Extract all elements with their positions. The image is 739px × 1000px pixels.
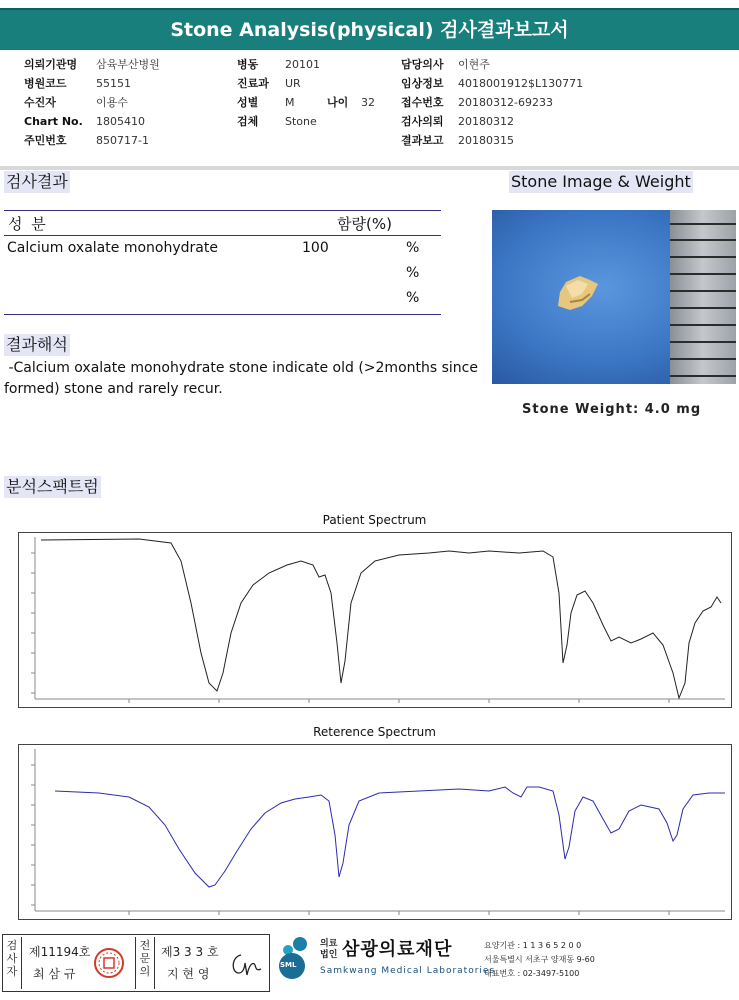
spectrum-title: 분석스팩트럼 [6, 477, 99, 496]
info-label: 결과보고 [401, 134, 444, 147]
info-row [401, 74, 631, 93]
info-label: 의뢰기관명 [24, 58, 78, 71]
info-value: M [285, 96, 295, 109]
info-row [237, 55, 387, 74]
info-column-2 [237, 55, 387, 131]
examiner-label-char: 검 [6, 939, 18, 952]
age-value: 32 [361, 96, 375, 109]
patient-spectrum-chart [18, 532, 732, 708]
info-row [237, 93, 387, 112]
info-value: 1805410 [96, 115, 145, 128]
info-row [24, 74, 224, 93]
specialist-license: 제3 3 3 호 [161, 945, 219, 959]
org-name: 삼광의료재단 [342, 939, 453, 960]
info-label: Chart No. [24, 115, 83, 128]
info-value: 이용수 [96, 96, 128, 109]
info-value: 20101 [285, 58, 320, 71]
component-unit: % [406, 265, 420, 281]
component-unit: % [406, 240, 420, 256]
info-label: 병동 [237, 58, 259, 71]
age-label: 나이 [327, 96, 349, 109]
info-label: 병원코드 [24, 77, 67, 90]
org-code: 요양기관 : 1 1 3 6 5 2 0 0 [484, 941, 582, 950]
info-value: 20180312-69233 [458, 96, 553, 109]
org-phone: 대표번호 : 02-3497-5100 [484, 969, 580, 978]
logo-text: SML [280, 961, 297, 969]
info-label: 성별 [237, 96, 259, 109]
info-row [24, 131, 224, 150]
sml-logo-icon [274, 936, 314, 980]
info-column-3 [401, 55, 631, 150]
component-unit: % [406, 290, 420, 306]
examiner-label-char: 자 [6, 965, 18, 978]
org-prefix [320, 939, 337, 961]
col-component-header: 성 분 [8, 215, 48, 233]
specialist-label-char: 전 [139, 939, 151, 952]
stone-photo [492, 210, 736, 384]
info-label: 수진자 [24, 96, 56, 109]
info-label: 접수번호 [401, 96, 444, 109]
info-value: 55151 [96, 77, 131, 90]
reference-spectrum-chart [18, 744, 732, 920]
examiner-name: 최 삼 규 [33, 967, 76, 981]
info-value: 이현주 [458, 58, 490, 71]
info-label: 담당의사 [401, 58, 444, 71]
info-row [401, 112, 631, 131]
info-value: Stone [285, 115, 317, 128]
info-value: UR [285, 77, 301, 90]
col-amount-header: 함량(%) [337, 215, 392, 233]
reference-spectrum-title: Reterence Spectrum [313, 725, 436, 739]
specialist-signature [227, 947, 263, 981]
component-name: Calcium oxalate monohydrate [7, 240, 218, 256]
results-title: 검사결과 [6, 172, 68, 191]
info-row [401, 93, 631, 112]
info-row [24, 112, 224, 131]
info-label: 검체 [237, 115, 259, 128]
examiner-license: 제11194호 [29, 945, 91, 959]
info-divider [0, 166, 739, 170]
info-value: 850717-1 [96, 134, 149, 147]
stone-image-title: Stone Image & Weight [511, 172, 691, 191]
specialist-name: 지 현 영 [167, 967, 210, 981]
signature-box [2, 934, 270, 992]
table-top-rule [4, 210, 441, 211]
info-value: 삼육부산병원 [96, 58, 160, 71]
interpretation-title: 결과해석 [6, 335, 68, 354]
footer [0, 934, 739, 994]
info-row [24, 93, 224, 112]
specialist-label-char: 의 [139, 965, 151, 978]
info-row [24, 55, 224, 74]
component-amount: 100 [302, 240, 329, 256]
info-label: 주민번호 [24, 134, 67, 147]
org-prefix-line: 의료 [320, 939, 338, 949]
info-row [237, 112, 387, 131]
stone-weight: Stone Weight: 4.0 mg [522, 402, 702, 417]
info-row [401, 55, 631, 74]
examiner-label-char: 사 [6, 952, 18, 965]
info-label: 진료과 [237, 77, 269, 90]
info-value: 4018001912$L130771 [458, 77, 584, 90]
specialist-label [135, 937, 155, 989]
org-english-name: Samkwang Medical Laboratories [320, 966, 496, 976]
interpretation-text: -Calcium oxalate monohydrate stone indicate old (>2months since formed) stone and rarely recur. [4, 360, 483, 397]
info-row [401, 131, 631, 150]
report-title: Stone Analysis(physical) 검사결과보고서 [0, 8, 739, 50]
info-value: 20180312 [458, 115, 514, 128]
patient-spectrum-title: Patient Spectrum [322, 513, 427, 527]
info-label: 검사의뢰 [401, 115, 444, 128]
info-label: 임상정보 [401, 77, 444, 90]
org-address: 서울특별시 서초구 양재동 9-60 [484, 955, 595, 964]
org-prefix-line: 법인 [320, 950, 338, 960]
info-column-1 [24, 55, 224, 150]
info-row [237, 74, 387, 93]
examiner-label [3, 937, 22, 989]
info-value: 20180315 [458, 134, 514, 147]
specialist-label-char: 문 [139, 952, 151, 965]
table-bottom-rule [4, 314, 441, 315]
table-header-rule [4, 235, 441, 236]
examiner-seal-icon [93, 947, 125, 979]
